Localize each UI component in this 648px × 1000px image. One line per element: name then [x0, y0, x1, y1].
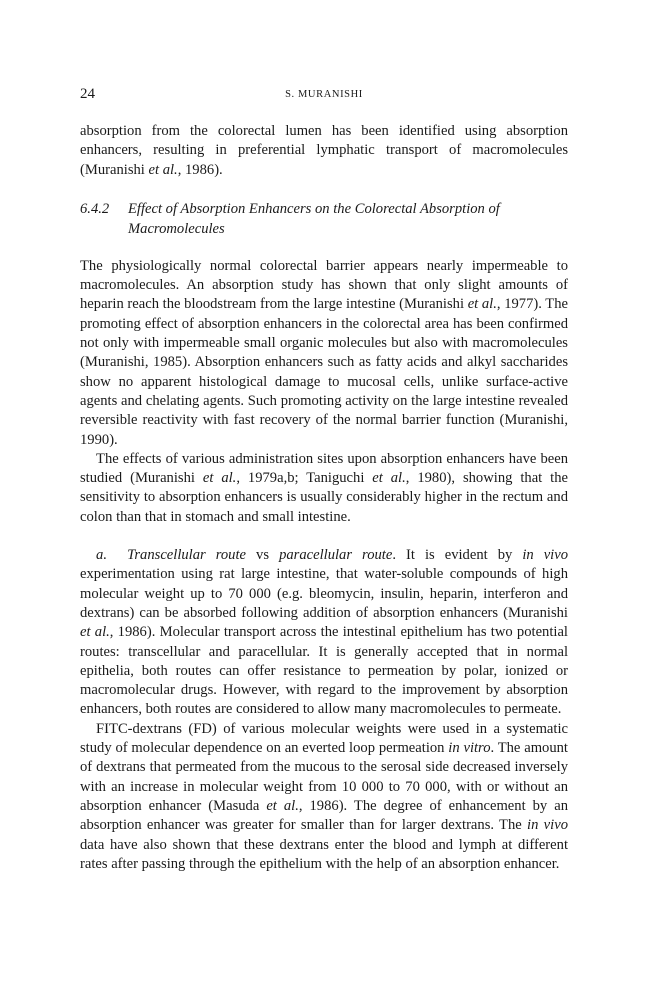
- text-run: The physiologically normal colorectal barrier appears nearly impermeable to macromolecules. An absorption study has shown that only slight amounts of heparin reach the bloodstream from the large intestine (Muranishi: [80, 257, 568, 313]
- text-run: , 1986). The degree of enhancement by an absorption enhancer was greater for smaller than for larger dextrans. The: [80, 797, 568, 834]
- text-run: experimentation using rat large intestine, that water-soluble compounds of high molecular weight up to 70 000 (e.g. bleomycin, insulin, heparin, interferon and dextrans) can be absorbed following addition of absorption enhancers (Muranishi: [80, 566, 568, 621]
- paragraph: [80, 257, 568, 450]
- text-run: , 1986).: [177, 161, 223, 178]
- subsection-label: a.: [96, 547, 107, 564]
- text-run: , 1979a,b; Taniguchi: [236, 470, 373, 487]
- italic-run: et al.: [266, 797, 299, 814]
- italic-run: in vitro: [448, 740, 491, 757]
- page-number: 24: [80, 86, 95, 102]
- italic-run: et al.: [372, 470, 406, 487]
- text-run: , 1986). Molecular transport across the intestinal epithelium has two potential routes: transcellular and paracellular. It is generally accepted that in normal epithelia, both routes can offer resistance to permeation by polar, ionized or macromolecular drugs. However, with regard to the improvement by absorption enhancers, both routes are considered to allow many macromolecules to permeate.: [80, 624, 568, 718]
- italic-run: in vivo: [527, 817, 568, 834]
- paragraph: [80, 720, 568, 874]
- text-run: The effects of various administration sites upon absorption enhancers have been studied (Muranishi: [80, 450, 568, 487]
- italic-run: Transcellular route: [127, 547, 247, 564]
- paragraph-continuation: [80, 122, 568, 180]
- paragraph: [80, 450, 568, 527]
- italic-run: et al.: [148, 161, 178, 178]
- italic-run: et al.: [467, 296, 497, 313]
- section-number: 6.4.2: [80, 200, 110, 217]
- text-run: . The amount of dextrans that permeated from the mucous to the serosal side decreased inversely with an increase in molecular weight from 10 000 to 70 000, with or without an absorption enhancer (Masuda: [80, 740, 568, 814]
- paragraph-subsection-a: [80, 546, 568, 720]
- page-header: [80, 86, 568, 106]
- text-run: absorption from the colorectal lumen has been identified using absorption enhancers, resulting in preferential lymphatic transport of macromolecules (Muranishi: [80, 123, 568, 178]
- section-title: Effect of Absorption Enhancers on the Colorectal Absorption of Macromolecules: [128, 200, 500, 237]
- text-run: . It is evident by: [392, 547, 523, 564]
- body-text: [80, 122, 568, 874]
- running-head: S. MURANISHI: [285, 89, 363, 100]
- italic-run: et al.: [80, 624, 110, 641]
- text-run: vs: [246, 547, 280, 564]
- italic-run: in vivo: [522, 547, 569, 564]
- italic-run: et al.: [202, 470, 237, 487]
- text-run: data have also shown that these dextrans enter the blood and lymph at different rates after passing through the epithelium with the help of an absorption enhancer.: [80, 836, 568, 872]
- text-run: FITC-dextrans (FD) of various molecular weights were used in a systematic study of molecular dependence on an everted loop permeation: [80, 720, 568, 757]
- italic-run: paracellular route: [279, 547, 393, 564]
- section-heading: [80, 199, 568, 239]
- text-run: , 1980), showing that the sensitivity to absorption enhancers is usually considerably higher in the rectum and colon than that in stomach and small intestine.: [80, 470, 568, 525]
- text-run: , 1977). The promoting effect of absorption enhancers in the colorectal area has been confirmed not only with impermeable small organic molecules but also with macromolecules (Muranishi, 1985). Absorption enhancers such as fatty acids and alkyl saccharides show no apparent histological damage to mucosal cells, unlike surface-active agents and chelating agents. Such promoting activity on the large intestine revealed reversible reactivity with fast recovery of the normal barrier function (Muranishi, 1990).: [80, 296, 568, 448]
